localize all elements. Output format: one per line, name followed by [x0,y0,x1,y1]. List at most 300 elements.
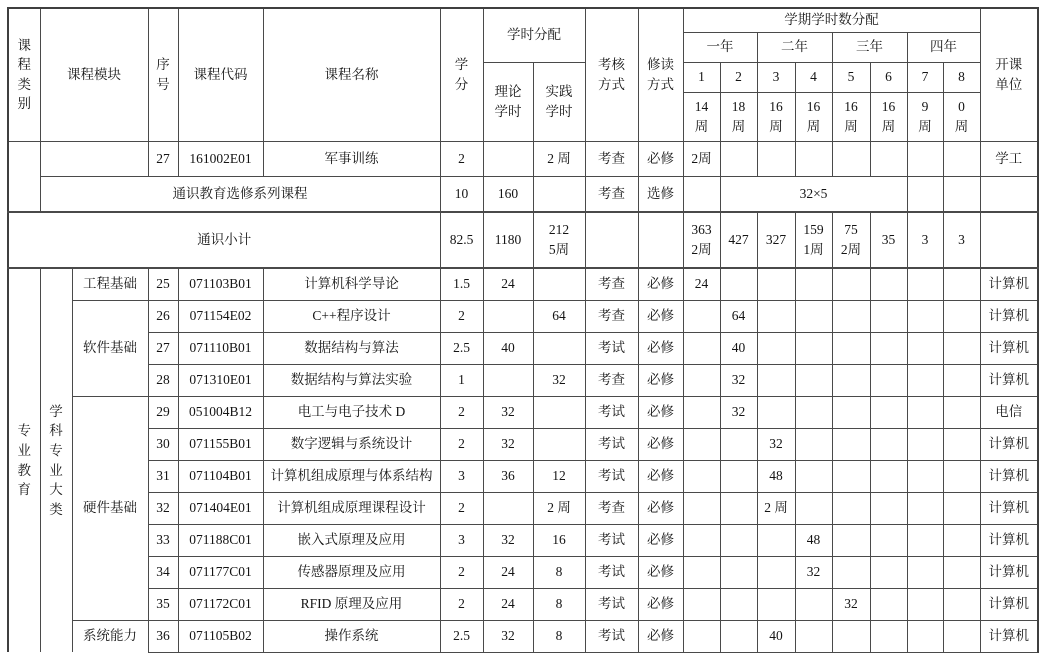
course-row [8,556,1038,588]
cell-sem1 [683,396,720,428]
cell-sem1 [683,428,720,460]
cell-sem8 [943,492,980,524]
cell-sem6 [870,524,907,556]
cell-name: 操作系统 [263,620,440,652]
cell-seq: 28 [148,364,178,396]
cell-theory [483,141,533,176]
cell-sem5 [832,460,870,492]
cell-sem2: 40 [720,332,757,364]
cell-sem6 [870,396,907,428]
cell-seq: 34 [148,556,178,588]
cell-name: 计算机组成原理与体系结构 [263,460,440,492]
cell-sem2 [720,141,757,176]
cell-sem5 [832,332,870,364]
cell-sem4: 32 [795,556,832,588]
cell-elective-label: 通识教育选修系列课程 [40,176,440,212]
cell-category-empty [8,141,40,212]
cell-code: 071103B01 [178,268,263,300]
cell-name: 电工与电子技术 D [263,396,440,428]
col-header-practice: 实践 学时 [533,62,585,141]
row-military-training [8,141,1038,176]
cell-unit: 计算机 [980,332,1038,364]
cell-code: 051004B12 [178,396,263,428]
cell-sem5 [832,428,870,460]
course-row [8,524,1038,556]
cell-sem6 [870,300,907,332]
cell-sem7 [907,428,943,460]
cell-sem6 [870,428,907,460]
cell-code: 071188C01 [178,524,263,556]
course-row [8,300,1038,332]
cell-mode: 必修 [638,364,683,396]
cell-theory: 1180 [483,212,533,268]
cell-sem4: 159 1周 [795,212,832,268]
semester-number: 3 [757,62,795,92]
cell-sem1 [683,176,720,212]
cell-name: RFID 原理及应用 [263,588,440,620]
cell-sem3 [757,524,795,556]
cell-mode: 必修 [638,300,683,332]
year-3-header: 三年 [832,32,907,62]
cell-sems-merged: 32×5 [720,176,907,212]
cell-code: 071177C01 [178,556,263,588]
cell-sem1 [683,524,720,556]
cell-sem6 [870,460,907,492]
cell-code: 071104B01 [178,460,263,492]
cell-name: 军事训练 [263,141,440,176]
cell-sem6: 35 [870,212,907,268]
course-row [8,332,1038,364]
cell-code: 071404E01 [178,492,263,524]
cell-practice: 212 5周 [533,212,585,268]
semester-weeks: 9 周 [907,92,943,141]
cell-mode: 必修 [638,460,683,492]
cell-sem2 [720,620,757,652]
cell-sem4 [795,364,832,396]
semester-weeks: 16 周 [757,92,795,141]
cell-mode: 必修 [638,141,683,176]
course-row [8,460,1038,492]
cell-sem7 [907,300,943,332]
cell-module-empty [40,141,148,176]
cell-mode: 必修 [638,620,683,652]
cell-sem2: 427 [720,212,757,268]
cell-code: 071310E01 [178,364,263,396]
cell-sem5: 75 2周 [832,212,870,268]
cell-unit: 电信 [980,396,1038,428]
cell-sem2 [720,268,757,300]
cell-sem8 [943,364,980,396]
cell-sem1: 24 [683,268,720,300]
cell-name: 嵌入式原理及应用 [263,524,440,556]
cell-name: 计算机组成原理课程设计 [263,492,440,524]
cell-sem4 [795,300,832,332]
cell-category-professional-education: 专 业 教 育 [8,268,40,652]
cell-sem1 [683,364,720,396]
cell-exam: 考试 [585,620,638,652]
cell-module-software: 软件基础 [72,300,148,396]
cell-sem3: 40 [757,620,795,652]
cell-sem6 [870,556,907,588]
col-header-module: 课程模块 [40,8,148,141]
cell-sem7 [907,396,943,428]
cell-sem6 [870,141,907,176]
semester-number: 2 [720,62,757,92]
cell-sem1 [683,332,720,364]
cell-sem3 [757,364,795,396]
cell-practice: 8 [533,556,585,588]
cell-sem4 [795,428,832,460]
cell-mode: 必修 [638,556,683,588]
year-4-header: 四年 [907,32,980,62]
year-2-header: 二年 [757,32,832,62]
cell-sem6 [870,268,907,300]
year-1-header: 一年 [683,32,757,62]
cell-code: 071110B01 [178,332,263,364]
cell-sem1 [683,300,720,332]
cell-theory: 36 [483,460,533,492]
cell-sem1 [683,556,720,588]
cell-sem2 [720,428,757,460]
cell-practice: 2 周 [533,141,585,176]
cell-seq: 31 [148,460,178,492]
cell-mode: 必修 [638,428,683,460]
cell-sem7 [907,460,943,492]
semester-weeks: 14 周 [683,92,720,141]
cell-sem5 [832,364,870,396]
cell-mode: 必修 [638,588,683,620]
cell-theory: 32 [483,620,533,652]
cell-theory [483,300,533,332]
cell-theory [483,492,533,524]
cell-practice [533,428,585,460]
cell-sem3: 32 [757,428,795,460]
col-header-hours-group: 学时分配 [483,8,585,62]
cell-sem5 [832,141,870,176]
cell-theory: 32 [483,524,533,556]
cell-credits: 82.5 [440,212,483,268]
cell-name: 数据结构与算法 [263,332,440,364]
col-header-seq: 序 号 [148,8,178,141]
col-header-category: 课 程 类 别 [8,8,40,141]
cell-module-system: 系统能力 [72,620,148,652]
cell-sem8 [943,396,980,428]
cell-sem3: 327 [757,212,795,268]
cell-credits: 2 [440,428,483,460]
cell-unit: 计算机 [980,300,1038,332]
course-row [8,588,1038,620]
cell-sem5 [832,556,870,588]
cell-sem7 [907,620,943,652]
cell-sem4 [795,268,832,300]
cell-sem2 [720,460,757,492]
cell-seq: 27 [148,141,178,176]
cell-credits: 2 [440,396,483,428]
cell-exam: 考试 [585,428,638,460]
cell-sem6 [870,492,907,524]
cell-module-hardware: 硬件基础 [72,396,148,620]
cell-seq: 35 [148,588,178,620]
semester-number: 7 [907,62,943,92]
cell-credits: 3 [440,460,483,492]
cell-sem3: 2 周 [757,492,795,524]
cell-sem3 [757,141,795,176]
cell-sem5: 32 [832,588,870,620]
cell-sem6 [870,332,907,364]
cell-exam: 考查 [585,268,638,300]
cell-subtotal-label: 通识小计 [8,212,440,268]
cell-sem3 [757,332,795,364]
course-row [8,268,1038,300]
cell-sem8 [943,332,980,364]
cell-credits: 1 [440,364,483,396]
cell-credits: 2.5 [440,332,483,364]
cell-exam: 考试 [585,588,638,620]
cell-theory: 160 [483,176,533,212]
cell-sem8 [943,556,980,588]
cell-sem4 [795,396,832,428]
semester-number: 4 [795,62,832,92]
cell-practice [533,268,585,300]
cell-sem5 [832,524,870,556]
cell-practice: 8 [533,588,585,620]
cell-unit: 计算机 [980,492,1038,524]
cell-code: 071105B02 [178,620,263,652]
cell-sem8 [943,588,980,620]
cell-theory: 40 [483,332,533,364]
cell-module-engineering: 工程基础 [72,268,148,300]
col-header-name: 课程名称 [263,8,440,141]
cell-exam: 考试 [585,332,638,364]
cell-seq: 32 [148,492,178,524]
cell-sem4 [795,492,832,524]
cell-seq: 33 [148,524,178,556]
cell-credits: 2 [440,492,483,524]
cell-practice [533,176,585,212]
cell-sem6 [870,588,907,620]
cell-code: 071154E02 [178,300,263,332]
course-row [8,428,1038,460]
course-row [8,620,1038,652]
cell-sem3 [757,588,795,620]
cell-code: 071155B01 [178,428,263,460]
cell-unit [980,212,1038,268]
cell-seq: 29 [148,396,178,428]
cell-practice [533,396,585,428]
cell-sem7 [907,364,943,396]
cell-sem1: 2周 [683,141,720,176]
semester-weeks: 16 周 [870,92,907,141]
cell-name: 数字逻辑与系统设计 [263,428,440,460]
cell-sem8 [943,620,980,652]
cell-mode: 必修 [638,268,683,300]
cell-unit: 计算机 [980,268,1038,300]
cell-seq: 36 [148,620,178,652]
cell-sem7 [907,332,943,364]
course-row [8,492,1038,524]
cell-theory: 32 [483,428,533,460]
cell-mode: 必修 [638,396,683,428]
cell-practice: 16 [533,524,585,556]
cell-sem5 [832,268,870,300]
cell-sem1 [683,620,720,652]
cell-sem8 [943,141,980,176]
cell-name: 计算机科学导论 [263,268,440,300]
cell-sem3 [757,268,795,300]
cell-exam: 考试 [585,460,638,492]
cell-theory: 32 [483,396,533,428]
cell-sem2 [720,492,757,524]
cell-sem2: 32 [720,364,757,396]
cell-seq: 25 [148,268,178,300]
cell-theory: 24 [483,556,533,588]
cell-sem4 [795,332,832,364]
cell-sem5 [832,300,870,332]
cell-practice: 12 [533,460,585,492]
semester-weeks: 18 周 [720,92,757,141]
cell-exam: 考查 [585,364,638,396]
cell-sem8: 3 [943,212,980,268]
cell-name: 数据结构与算法实验 [263,364,440,396]
cell-theory: 24 [483,588,533,620]
cell-credits: 2 [440,556,483,588]
cell-seq: 27 [148,332,178,364]
cell-credits: 2 [440,300,483,332]
col-header-theory: 理论 学时 [483,62,533,141]
cell-practice: 2 周 [533,492,585,524]
cell-theory [483,364,533,396]
row-general-elective [8,176,1038,212]
cell-sem4 [795,460,832,492]
cell-unit: 计算机 [980,556,1038,588]
cell-sem4 [795,620,832,652]
cell-code: 071172C01 [178,588,263,620]
cell-unit [980,176,1038,212]
cell-practice: 64 [533,300,585,332]
cell-credits: 10 [440,176,483,212]
cell-exam: 考试 [585,556,638,588]
cell-exam: 考查 [585,492,638,524]
cell-sem8 [943,176,980,212]
semester-number: 1 [683,62,720,92]
cell-sem1 [683,492,720,524]
cell-sem4 [795,588,832,620]
col-header-unit: 开课 单位 [980,8,1038,141]
semester-number: 5 [832,62,870,92]
cell-sem2 [720,556,757,588]
cell-mode: 必修 [638,492,683,524]
semester-weeks: 16 周 [795,92,832,141]
cell-practice: 32 [533,364,585,396]
semester-number: 6 [870,62,907,92]
cell-sem1: 363 2周 [683,212,720,268]
semester-weeks: 0 周 [943,92,980,141]
cell-sem2 [720,524,757,556]
course-row [8,364,1038,396]
cell-sem7 [907,524,943,556]
cell-practice [533,332,585,364]
cell-sem2: 64 [720,300,757,332]
cell-exam [585,212,638,268]
col-header-mode: 修读 方式 [638,8,683,141]
cell-sem8 [943,300,980,332]
cell-sem7 [907,556,943,588]
cell-unit: 计算机 [980,460,1038,492]
cell-credits: 2 [440,588,483,620]
cell-practice: 8 [533,620,585,652]
cell-sem3 [757,396,795,428]
cell-credits: 3 [440,524,483,556]
semester-weeks: 16 周 [832,92,870,141]
cell-sem6 [870,364,907,396]
cell-sem2 [720,588,757,620]
col-header-semester-group: 学期学时数分配 [683,8,980,32]
cell-sem8 [943,524,980,556]
cell-unit: 计算机 [980,620,1038,652]
cell-exam: 考查 [585,176,638,212]
cell-credits: 1.5 [440,268,483,300]
cell-mode: 必修 [638,332,683,364]
cell-unit: 计算机 [980,588,1038,620]
cell-seq: 30 [148,428,178,460]
cell-subcategory-discipline-class: 学 科 专 业 大 类 [40,268,72,652]
cell-code: 161002E01 [178,141,263,176]
cell-mode [638,212,683,268]
cell-seq: 26 [148,300,178,332]
col-header-code: 课程代码 [178,8,263,141]
cell-exam: 考试 [585,524,638,556]
cell-sem3 [757,556,795,588]
cell-exam: 考试 [585,396,638,428]
course-row [8,396,1038,428]
cell-unit: 计算机 [980,428,1038,460]
cell-sem7 [907,176,943,212]
cell-exam: 考查 [585,141,638,176]
cell-sem4: 48 [795,524,832,556]
cell-sem7 [907,492,943,524]
cell-exam: 考查 [585,300,638,332]
cell-sem5 [832,492,870,524]
cell-credits: 2 [440,141,483,176]
cell-name: 传感器原理及应用 [263,556,440,588]
cell-sem1 [683,588,720,620]
row-general-subtotal [8,212,1038,268]
col-header-exam: 考核 方式 [585,8,638,141]
cell-mode: 必修 [638,524,683,556]
cell-name: C++程序设计 [263,300,440,332]
cell-sem7 [907,268,943,300]
curriculum-table [7,7,1039,653]
semester-number: 8 [943,62,980,92]
cell-unit: 计算机 [980,364,1038,396]
cell-sem3 [757,300,795,332]
cell-sem3: 48 [757,460,795,492]
cell-sem7 [907,141,943,176]
cell-unit: 学工 [980,141,1038,176]
cell-sem6 [870,620,907,652]
cell-sem2: 32 [720,396,757,428]
cell-sem7: 3 [907,212,943,268]
cell-sem7 [907,588,943,620]
cell-sem8 [943,428,980,460]
cell-sem1 [683,460,720,492]
cell-theory: 24 [483,268,533,300]
header-row-groups [8,8,1038,32]
cell-mode: 选修 [638,176,683,212]
cell-sem5 [832,620,870,652]
cell-sem4 [795,141,832,176]
cell-unit: 计算机 [980,524,1038,556]
